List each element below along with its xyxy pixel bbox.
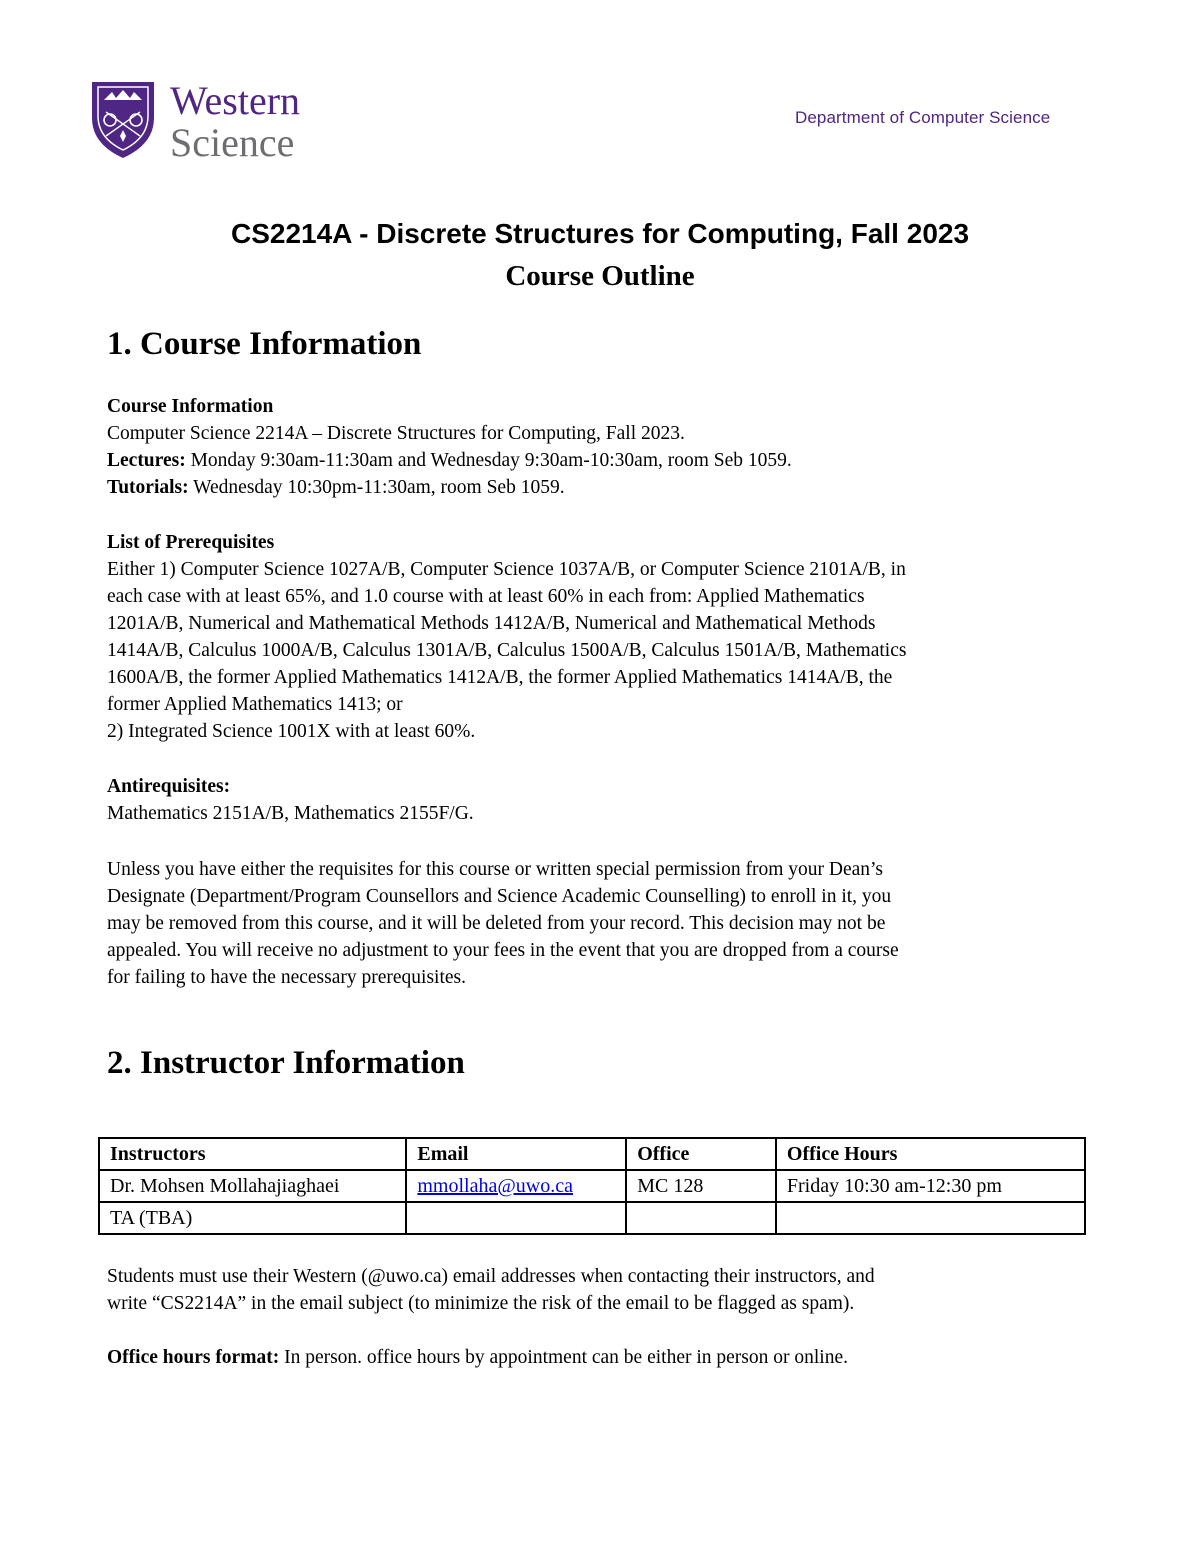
office-hours-format-line [107, 1344, 1097, 1371]
notice-line: for failing to have the necessary prerequisites. [107, 967, 466, 988]
prerequisites-block [107, 529, 1097, 745]
header-email: Email [406, 1138, 626, 1170]
notice-line: Designate (Department/Program Counsellors and Science Academic Counselling) to enroll in it, you [107, 886, 892, 907]
course-information-block [107, 393, 1097, 501]
office-cell [626, 1202, 776, 1234]
lectures-line [107, 447, 1097, 474]
outline-title: Course Outline [505, 260, 695, 292]
tutorials-label: Tutorials: [107, 477, 189, 498]
email-cell [406, 1170, 626, 1202]
email-policy [107, 1263, 1097, 1317]
office-hours-cell: Friday 10:30 am-12:30 pm [776, 1170, 1085, 1202]
table-row [99, 1170, 1085, 1202]
tutorials-text: Wednesday 10:30pm-11:30am, room Seb 1059. [188, 477, 565, 498]
office-cell: MC 128 [626, 1170, 776, 1202]
instructor-name: Dr. Mohsen Mollahajiaghaei [99, 1170, 406, 1202]
office-hours-cell [776, 1202, 1085, 1234]
notice-line: may be removed from this course, and it will be deleted from your record. This decision may not be [107, 913, 886, 934]
antirequisites-block [107, 773, 1097, 827]
office-hours-format [107, 1344, 1097, 1371]
office-hours-format-text: In person. office hours by appointment can be either in person or online. [279, 1347, 848, 1368]
email-cell [406, 1202, 626, 1234]
logo-western-text: Western [170, 78, 301, 123]
prerequisites-line: 1201A/B, Numerical and Mathematical Methods 1412A/B, Numerical and Mathematical Methods [107, 613, 876, 634]
email-policy-line: write “CS2214A” in the email subject (to minimize the risk of the email to be flagged as spam). [107, 1293, 855, 1314]
header-instructors: Instructors [99, 1138, 406, 1170]
prerequisites-line: 1414A/B, Calculus 1000A/B, Calculus 1301A/B, Calculus 1500A/B, Calculus 1501A/B, Mathematics [107, 640, 907, 661]
prerequisites-line: 1600A/B, the former Applied Mathematics 1412A/B, the former Applied Mathematics 1414A/B, the [107, 667, 893, 688]
department-name: Department of Computer Science [795, 108, 1051, 127]
notice-line: Unless you have either the requisites for this course or written special permission from your Dean’s [107, 859, 884, 880]
instructor-table [98, 1137, 1086, 1235]
section-heading-course-information: 1. Course Information [107, 326, 422, 362]
header-office: Office [626, 1138, 776, 1170]
email-policy-line: Students must use their Western (@uwo.ca) email addresses when contacting their instructors, and [107, 1266, 875, 1287]
lectures-label: Lectures: [107, 450, 186, 471]
logo-science-text: Science [170, 120, 295, 160]
prerequisites-line: 2) Integrated Science 1001X with at least 60%. [107, 721, 476, 742]
western-science-logo [90, 78, 340, 160]
office-hours-format-label: Office hours format: [107, 1347, 280, 1368]
notice-line: appealed. You will receive no adjustment to your fees in the event that you are dropped from a course [107, 940, 899, 961]
lectures-text: Monday 9:30am-11:30am and Wednesday 9:30am-10:30am, room Seb 1059. [185, 450, 792, 471]
instructor-email-link[interactable]: mmollaha@uwo.ca [417, 1175, 573, 1197]
table-row [99, 1202, 1085, 1234]
tutorials-line [107, 474, 1097, 501]
course-information-line: Computer Science 2214A – Discrete Structures for Computing, Fall 2023. [107, 423, 685, 444]
section-heading-instructor-information: 2. Instructor Information [107, 1045, 465, 1081]
header-office-hours: Office Hours [776, 1138, 1085, 1170]
prerequisites-heading: List of Prerequisites [107, 532, 275, 553]
prerequisites-line: each case with at least 65%, and 1.0 course with at least 60% in each from: Applied Mathematics [107, 586, 865, 607]
antirequisites-text: Mathematics 2151A/B, Mathematics 2155F/G. [107, 803, 474, 824]
table-header-row [99, 1138, 1085, 1170]
course-title: CS2214A - Discrete Structures for Computing, Fall 2023 [230, 218, 970, 249]
course-information-subheading: Course Information [107, 396, 274, 417]
prerequisites-line: Either 1) Computer Science 1027A/B, Computer Science 1037A/B, or Computer Science 2101A/B, in [107, 559, 906, 580]
ta-name: TA (TBA) [99, 1202, 406, 1234]
antirequisites-heading: Antirequisites: [107, 776, 231, 797]
prerequisites-line: former Applied Mathematics 1413; or [107, 694, 403, 715]
requisites-notice [107, 856, 1097, 991]
